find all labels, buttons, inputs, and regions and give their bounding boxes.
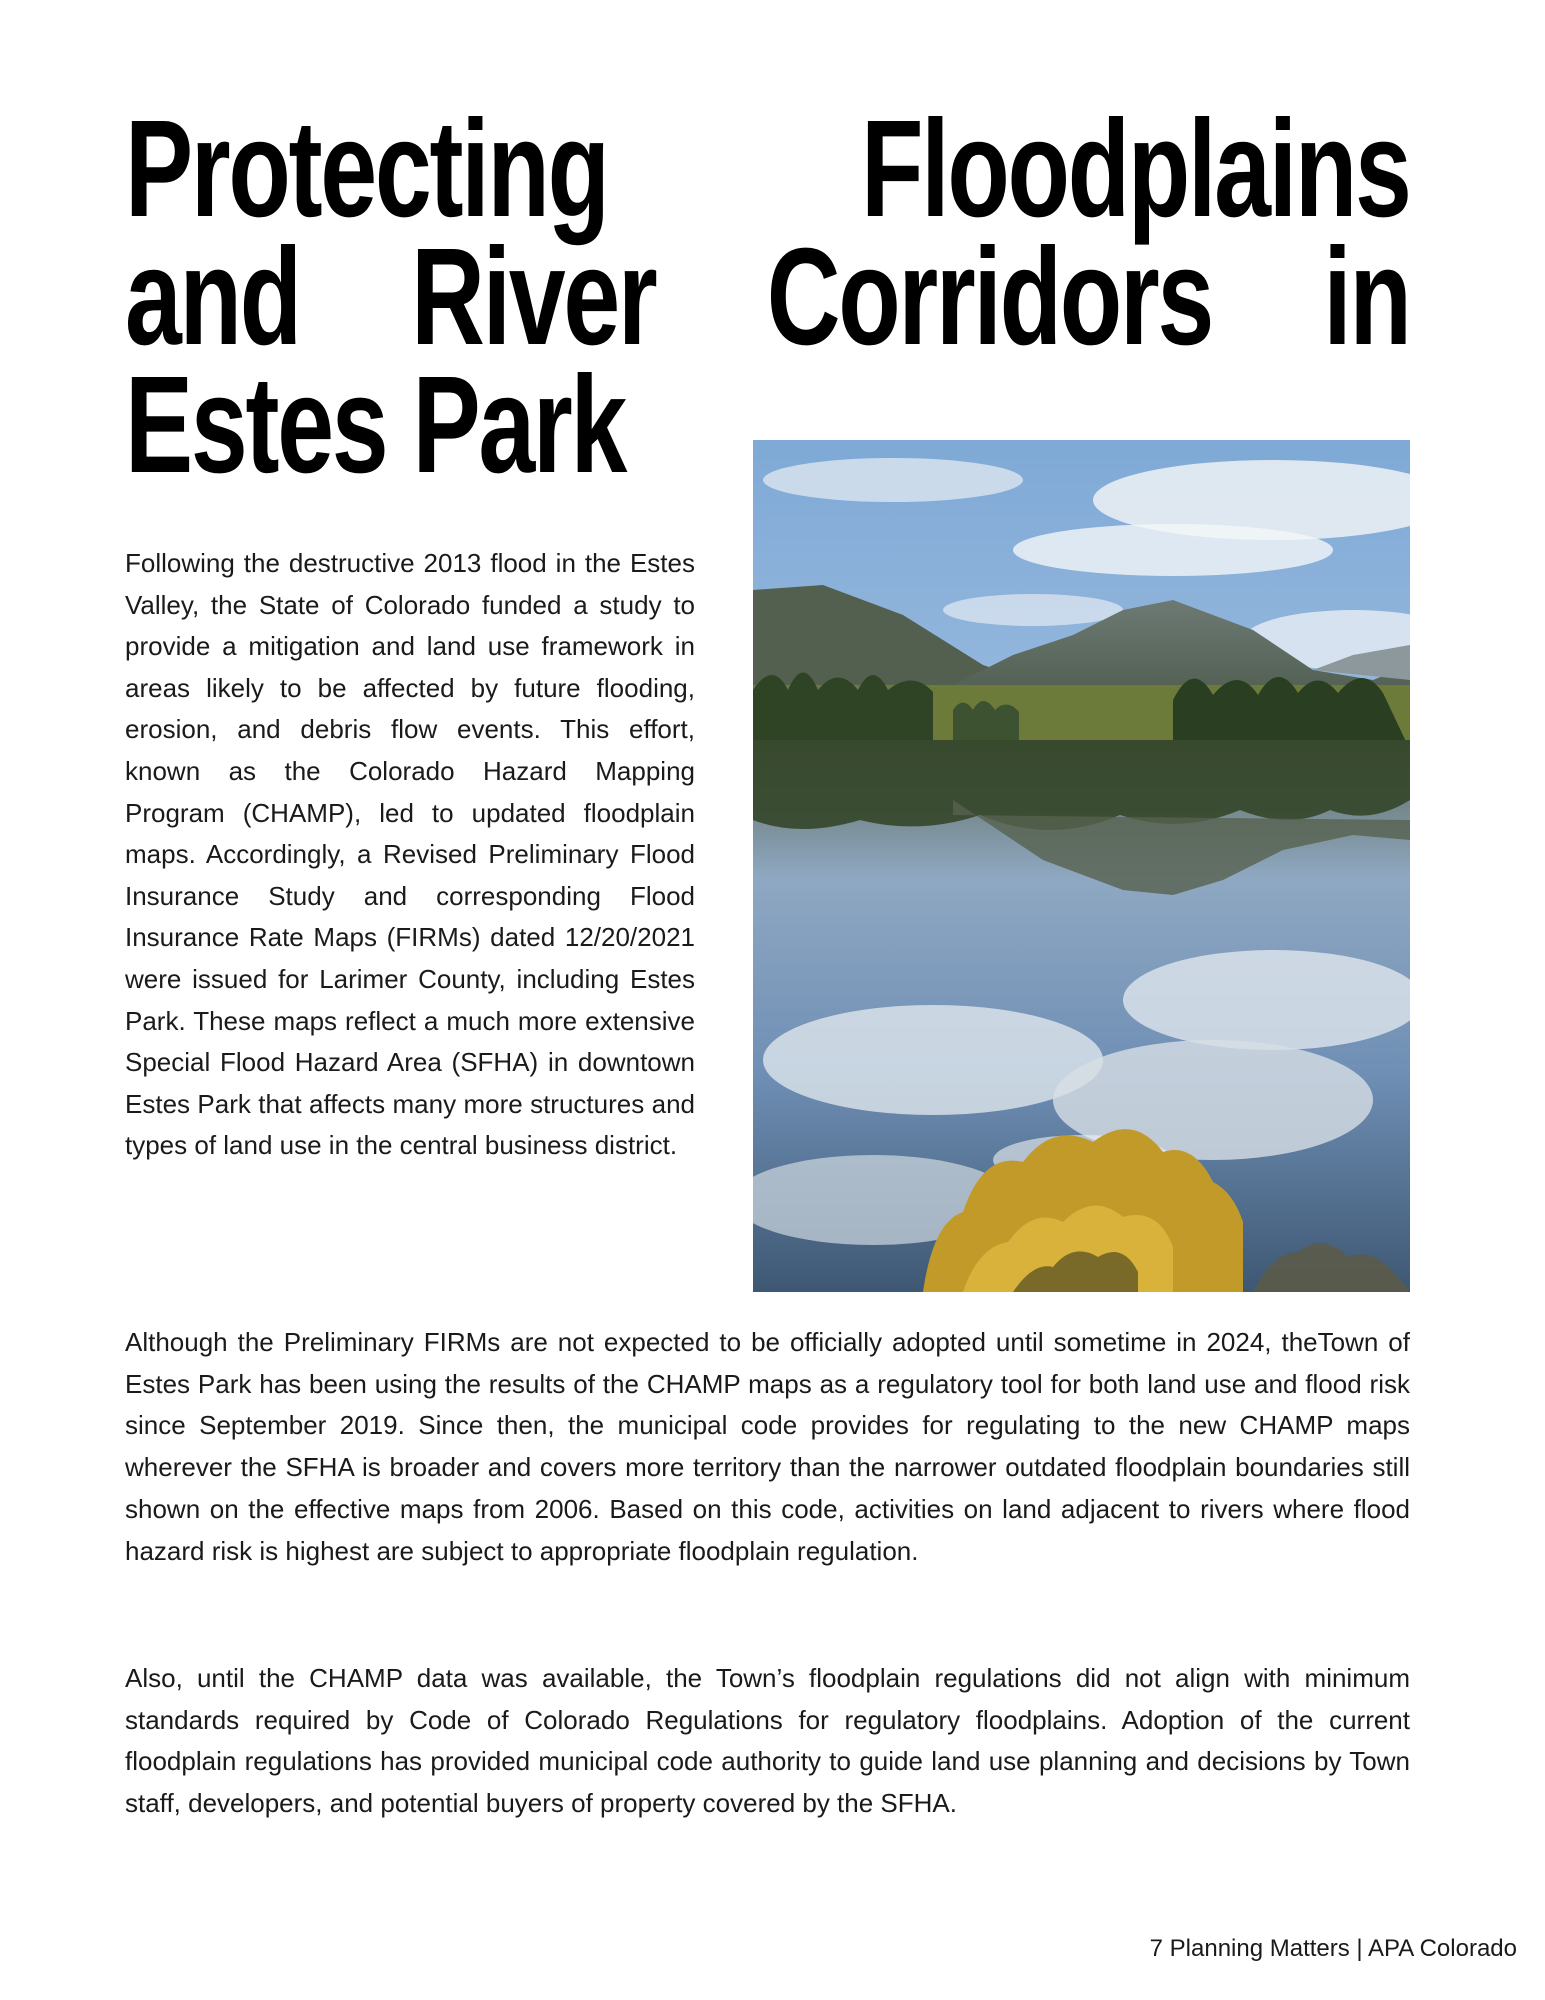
title-line-1: Protecting Floodplains [125,92,1410,246]
body-paragraph-2: Also, until the CHAMP data was available, the Town’s floodplain regulations did not align with minimum standards required by Code of Colorado Regulations for regulatory floodplains. Adoption of the current floodplain regulations has provided municipal code authority to guide land use planning and decisions by Town staff, developers, and potential buyers of property covered by the SFHA. [125,1663,1410,1819]
article-title [125,92,1410,502]
title-line-2: and River Corridors in [125,220,1410,374]
title-line-3: Estes Park [125,348,626,502]
page-footer: 7 Planning Matters | APA Colorado [1149,1935,1517,1962]
intro-paragraph: Following the destructive 2013 flood in the Estes Valley, the State of Colorado funded a study to provide a mitigation and land use framework in areas likely to be affected by future flooding, erosion, and debris flow events. This effort, known as the Colorado Hazard Mapping Program (CHAMP), led to updated floodplain maps. Accordingly, a Revised Preliminary Flood Insurance Study and corresponding Flood Insurance Rate Maps (FIRMs) dated 12/20/2021 were issued for Larimer County, including Estes Park. These maps reflect a much more extensive Special Flood Hazard Area (SFHA) in downtown Estes Park that affects many more structures and types of land use in the central business district. [125,548,695,1161]
lake-reflection-photo [753,440,1410,1292]
body-paragraph-1: Although the Preliminary FIRMs are not expected to be officially adopted until sometime in 2024, theTown of Estes Park has been using the results of the CHAMP maps as a regulatory tool for both land use and flood risk since September 2019. Since then, the municipal code provides for regulating to the new CHAMP maps wherever the SFHA is broader and covers more territory than the narrower outdated floodplain boundaries still shown on the effective maps from 2006. Based on this code, activities on land adjacent to rivers where flood hazard risk is highest are subject to appropriate floodplain regulation. [125,1327,1410,1566]
